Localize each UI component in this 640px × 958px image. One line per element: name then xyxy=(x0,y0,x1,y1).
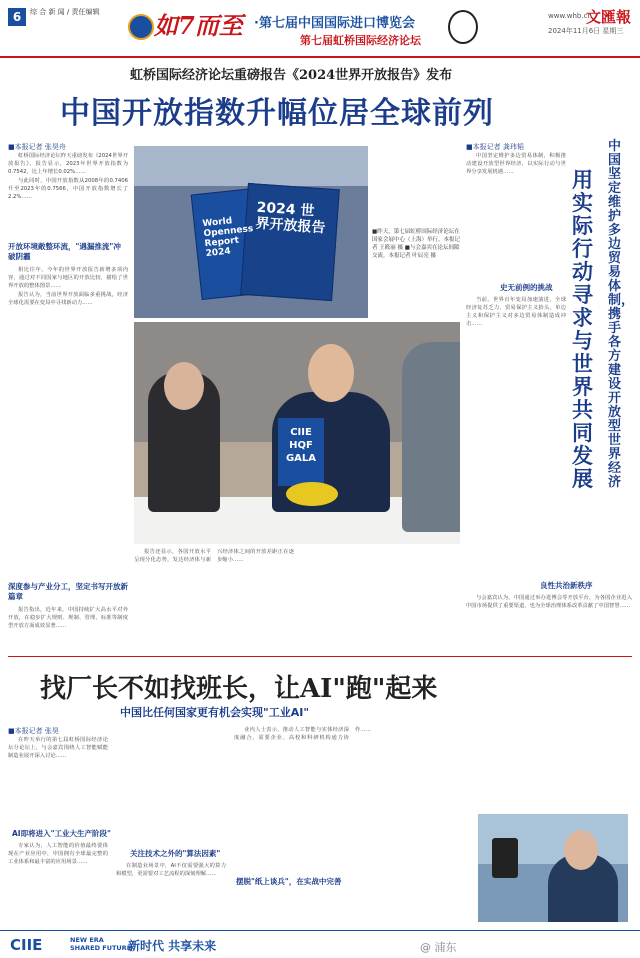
article1-kicker: 虹桥国际经济论坛重磅报告《2024世界开放报告》发布 xyxy=(130,68,453,83)
paragraph: 在制造业场景中，AI不仅需要强大的算力和模型，更需要对工艺流程的深刻理解…… xyxy=(116,863,226,877)
report-title-en: World Openness Report 2024 xyxy=(202,216,254,260)
guest-center-head xyxy=(308,344,354,402)
article1-subhead1: 开放环境敞整环流，"遇漏推流"冲破阴霾 xyxy=(8,242,121,261)
hall-background xyxy=(134,146,368,186)
footer-banner xyxy=(0,930,640,958)
paragraph: 虹桥国际经济论坛昨天重磅发布《2024世界开放报告》，报告显示，2023年世界开放指数为0.7542，比上年增长0.02%…… xyxy=(8,153,128,175)
article3-text4 xyxy=(234,726,470,924)
article3-text3 xyxy=(116,862,226,924)
article2-text2 xyxy=(466,296,566,576)
issue-date: 2024年11月6日 星期三 xyxy=(548,27,624,35)
paragraph: 中国坚定维护多边贸易体制，积极推动建设开放型世界经济，以实际行动与世界分享发展机遇…… xyxy=(466,153,566,175)
footer-new-era xyxy=(70,936,131,952)
footer-new-era-line2: SHARED FUTURE xyxy=(70,944,132,952)
phone-in-hand xyxy=(492,838,518,878)
article3-text2 xyxy=(8,842,108,924)
website-url: www.whb.cn xyxy=(548,12,592,20)
section-label: 综 合 新 闻 / 责任编辑 xyxy=(30,8,100,16)
brand-title: 如7而至 xyxy=(154,11,243,40)
article2-headline-small: 中国坚定维护多边贸易体制，携手各方建设开放型世界经济 xyxy=(608,139,635,490)
footer-slogan: 新时代 共享未来 xyxy=(128,939,217,953)
article2-text1 xyxy=(466,152,566,272)
article2-text3 xyxy=(466,594,632,650)
panda-mascot-icon xyxy=(448,10,478,44)
gala-sign: CIIE HQF GALA xyxy=(278,418,324,486)
paragraph: 报告认为，当前世界开放面临多重挑战，经济全球化需要在变局中寻找新动力…… xyxy=(8,292,128,306)
article3-byline: ■本报记者 张昊 xyxy=(8,727,59,735)
article1-headline: 中国开放指数升幅位居全球前列 xyxy=(60,96,494,131)
article2-subhead2: 良性共治新秩序 xyxy=(540,581,593,590)
article1-column2 xyxy=(8,266,128,576)
paragraph: 与此同时，中国开放指数从2008年的0.7406升至2023年的0.7566，中国开放指数增长了2.2%…… xyxy=(8,178,128,200)
watermark: @ 浦东 xyxy=(420,941,457,954)
newspaper-name: 文匯報 xyxy=(586,8,632,26)
article1-lower-text xyxy=(134,548,460,650)
paragraph: 当前，世界百年变局加速演进，全球经济复苏乏力，贸易保护主义抬头，单边主义和保护主义对多边贸易体制造成冲击…… xyxy=(466,297,566,327)
flower-arrangement xyxy=(286,482,338,506)
speaker-head xyxy=(564,830,598,870)
forum-title: 第七届虹桥国际经济论坛 xyxy=(300,34,421,47)
paragraph: 在昨天举行的第七届虹桥国际经济论坛分论坛上，与会嘉宾围绕人工智能赋能制造业展开深入讨论…… xyxy=(8,737,108,759)
article3-headline: 找厂长不如找班长，让AI"跑"起来 xyxy=(40,674,438,704)
article3-subheadline: 中国比任何国家更有机会实现"工业AI" xyxy=(120,706,310,719)
expo-title: ·第七届中国国际进口博览会 xyxy=(254,16,415,31)
masthead xyxy=(0,0,640,58)
article1-subhead2: 深度参与产业分工，坚定书写开放新篇章 xyxy=(8,582,128,601)
article2-subhead1: 史无前例的挑战 xyxy=(500,283,553,292)
article2-byline: ■本报记者 龚玮韬 xyxy=(466,143,524,151)
article2-headline-big: 用实际行动寻求与世界共同发展 xyxy=(572,167,593,491)
footer-ciie-logo: CIIE xyxy=(10,936,43,954)
paragraph: 报告指出，近年来，中国持续扩大高水平对外开放，在稳步扩大规则、规制、管理、标准等制度型开放方面成效显著…… xyxy=(8,607,128,629)
article3-text2-cont xyxy=(116,726,226,826)
article1-column3 xyxy=(8,606,128,650)
paragraph: 与会嘉宾认为，中国通过举办进博会等开放平台，为各国企业进入中国市场提供了重要渠道，也为全球治理体系改革贡献了中国智慧…… xyxy=(466,595,632,609)
article1-byline: ■本报记者 张昊舟 xyxy=(8,143,66,151)
paragraph: 业内人士表示，推动人工智能与实体经济深度融合，需要企业、高校和科研机构通力协作…… xyxy=(234,727,371,741)
paragraph: 相比往年，今年的世界开放报告新增多项内容，通过对不同国家与地区的开放比较，描绘了世界开放的整体图景…… xyxy=(8,267,128,289)
report-photo xyxy=(134,146,368,318)
ciie-logo-icon xyxy=(128,14,154,40)
article3-subhead3: 摆脱"纸上谈兵"，在实战中完善 xyxy=(236,877,342,886)
article1-column1 xyxy=(8,152,128,238)
guests-photo xyxy=(134,322,460,544)
page-number: 6 xyxy=(8,8,26,26)
forum-speaker-photo xyxy=(478,814,628,922)
footer-new-era-line1: NEW ERA xyxy=(70,936,104,944)
paragraph: 报告还显示，各国开放水平呈现分化态势，发达经济体与新兴经济体之间的开放差距正在逐步缩小…… xyxy=(134,549,294,563)
article3-subhead2: 关注技术之外的"算法因素" xyxy=(130,849,221,858)
guest-left-head xyxy=(164,362,204,410)
article3-subhead1: AI即将进入"工业大生产阶段" xyxy=(12,829,111,838)
paragraph: 专家认为，人工智能的价值最终要体现在产业应用中，中国拥有全球最完整的工业体系和最丰富的应用场景…… xyxy=(8,843,108,865)
section-divider xyxy=(8,656,632,657)
article3-text1 xyxy=(8,736,108,826)
report-title-cn: 2024 世界开放报告 xyxy=(254,199,326,237)
guest-right xyxy=(402,342,460,532)
photo-caption: ■昨天，第七届虹桥国际经济论坛在国家会展中心（上海）举行。本报记者 王筱丽 摄 ■与会嘉宾在论坛间隙交流。本报记者 叶辰亮 摄 xyxy=(372,229,461,259)
